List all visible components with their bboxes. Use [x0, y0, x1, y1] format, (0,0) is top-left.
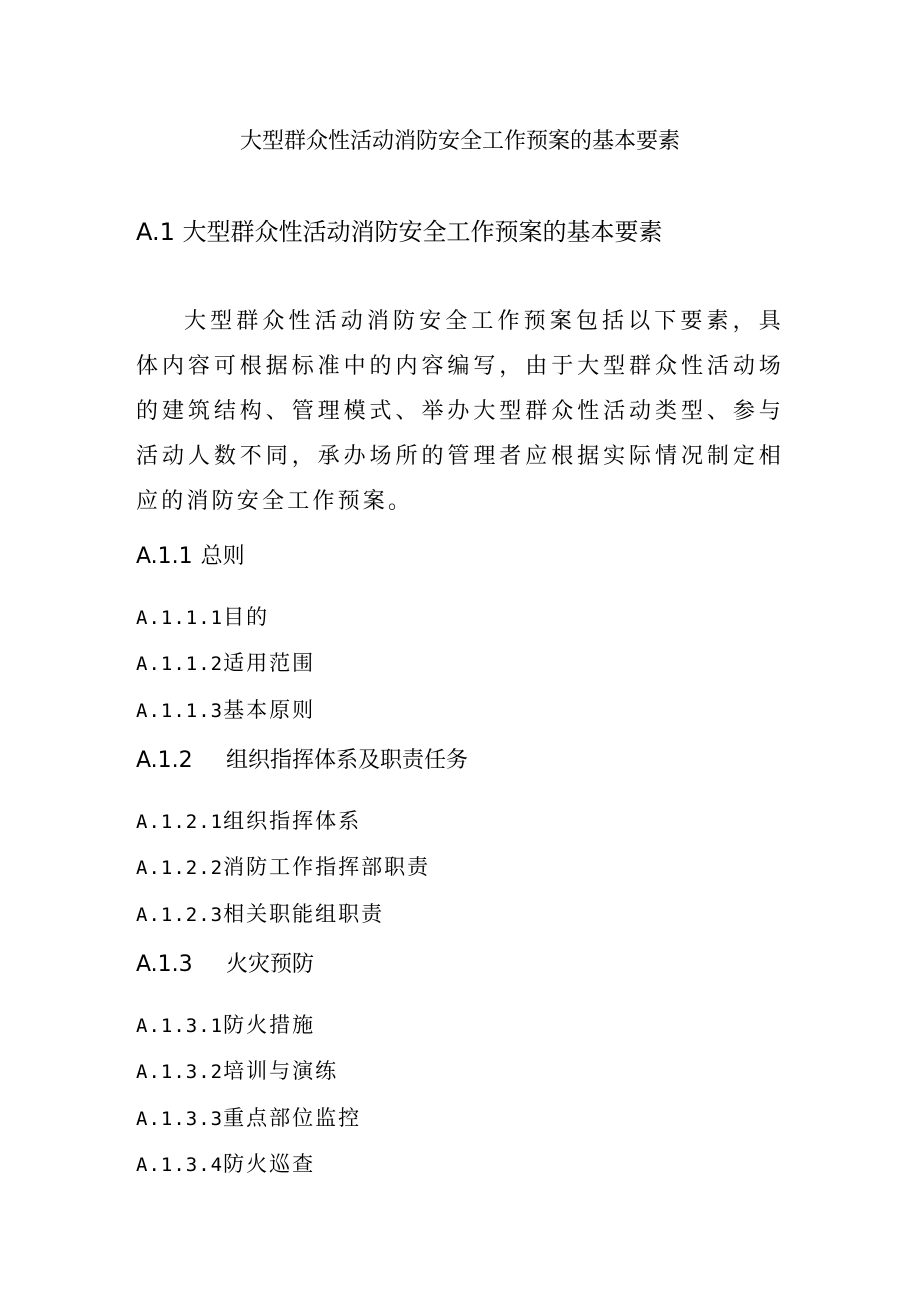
- section-number: A.1: [136, 218, 175, 246]
- list-item: [136, 1010, 315, 1041]
- item-number: A.1.1.3: [136, 700, 224, 722]
- subsection-number: A.1.3: [136, 952, 193, 977]
- item-number: A.1.3.1: [136, 1015, 224, 1037]
- item-number: A.1.3.3: [136, 1108, 224, 1130]
- subsection-title: 组织指挥体系及职责任务: [226, 748, 469, 773]
- item-text: 重点部位监控: [223, 1106, 362, 1130]
- subsection-number: A.1.2: [136, 748, 193, 773]
- item-text: 培训与演练: [223, 1059, 339, 1083]
- list-item: [136, 852, 430, 883]
- item-number: A.1.2.1: [136, 811, 224, 833]
- list-item: [136, 1149, 315, 1180]
- subsection-title: 总则: [200, 544, 245, 569]
- item-text: 消防工作指挥部职责: [223, 855, 431, 879]
- item-text: 防火巡查: [223, 1152, 316, 1176]
- intro-paragraph: 大型群众性活动消防安全工作预案包括以下要素，具体内容可根据标准中的内容编写，由于大型群众性活动场的建筑结构、管理模式、举办大型群众性活动类型、参与活动人数不同，承办场所的管理者应根据实际情况制定相应的消防安全工作预案。: [136, 309, 784, 514]
- item-text: 基本原则: [223, 698, 316, 722]
- subsection-number: A.1.1: [136, 544, 193, 569]
- list-item: [136, 648, 315, 679]
- item-number: A.1.2.2: [136, 857, 224, 879]
- item-text: 目的: [223, 605, 270, 629]
- list-item: [136, 602, 269, 633]
- item-number: A.1.3.4: [136, 1154, 224, 1176]
- list-item: [136, 806, 361, 837]
- section-heading: [136, 214, 663, 250]
- document-title: 大型群众性活动消防安全工作预案的基本要素: [239, 129, 680, 154]
- list-item: [136, 695, 315, 726]
- item-text: 组织指挥体系: [223, 809, 362, 833]
- subsection-heading: [136, 744, 468, 778]
- item-text: 相关职能组职责: [223, 902, 385, 926]
- item-text: 防火措施: [223, 1013, 316, 1037]
- subsection-heading: [136, 540, 245, 574]
- item-number: A.1.2.3: [136, 904, 224, 926]
- list-item: [136, 1103, 361, 1134]
- item-number: A.1.1.1: [136, 607, 224, 629]
- item-text: 适用范围: [223, 651, 316, 675]
- subsection-heading: [136, 948, 314, 982]
- item-number: A.1.1.2: [136, 653, 224, 675]
- section-title: 大型群众性活动消防安全工作预案的基本要素: [182, 218, 663, 246]
- item-number: A.1.3.2: [136, 1061, 224, 1083]
- subsection-title: 火灾预防: [226, 952, 315, 977]
- list-item: [136, 899, 384, 930]
- list-item: [136, 1056, 338, 1087]
